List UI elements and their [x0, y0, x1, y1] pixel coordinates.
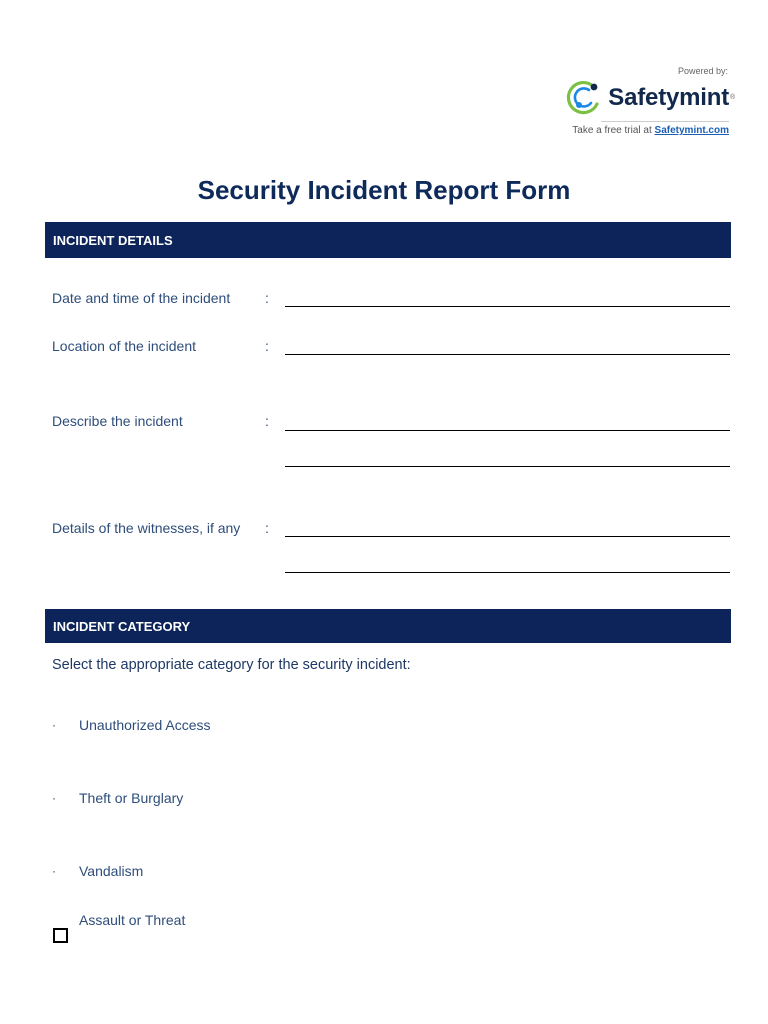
registered-mark: ®: [730, 94, 735, 101]
option-bullet-unauthorized: ·: [52, 718, 56, 732]
logo-wordmark: Safetymint ®: [608, 84, 735, 111]
incident-category-header: [45, 609, 731, 643]
option-bullet-theft: ·: [52, 791, 56, 805]
incident-details-header-text: INCIDENT DETAILS: [53, 232, 173, 248]
date-time-colon: :: [265, 290, 269, 306]
brand-divider: [601, 121, 729, 122]
page-title: Security Incident Report Form: [197, 175, 571, 205]
option-vandalism[interactable]: Vandalism: [79, 863, 144, 879]
safetymint-logo: [549, 78, 735, 118]
location-label: Location of the incident: [52, 338, 196, 354]
describe-input-line-2[interactable]: [285, 466, 730, 467]
option-unauthorized-access[interactable]: Unauthorized Access: [79, 717, 211, 733]
date-time-label: Date and time of the incident: [52, 290, 231, 306]
witnesses-input-line-1[interactable]: [285, 536, 730, 537]
powered-by-text: Powered by:: [677, 66, 728, 76]
safetymint-logo-icon: [564, 78, 604, 118]
safetymint-link[interactable]: Safetymint.com: [654, 125, 729, 136]
option-theft-burglary[interactable]: Theft or Burglary: [79, 790, 184, 806]
describe-label: Describe the incident: [52, 413, 183, 429]
witnesses-input-line-2[interactable]: [285, 572, 730, 573]
brand-block: [549, 66, 735, 137]
incident-details-header: [45, 222, 731, 258]
describe-input-line-1[interactable]: [285, 430, 730, 431]
witnesses-colon: :: [265, 520, 269, 536]
date-time-input-line[interactable]: [285, 306, 730, 307]
describe-colon: :: [265, 413, 269, 429]
free-trial-text: Take a free trial at Safetymint.com: [572, 125, 729, 136]
assault-threat-checkbox[interactable]: [53, 928, 68, 943]
incident-category-header-text: INCIDENT CATEGORY: [53, 618, 191, 634]
option-bullet-vandalism: ·: [52, 864, 56, 878]
witnesses-label: Details of the witnesses, if any: [52, 520, 241, 536]
location-input-line[interactable]: [285, 354, 730, 355]
option-assault-threat[interactable]: Assault or Threat: [79, 912, 186, 928]
category-instructions: Select the appropriate category for the security incident:: [52, 657, 411, 673]
location-colon: :: [265, 338, 269, 354]
